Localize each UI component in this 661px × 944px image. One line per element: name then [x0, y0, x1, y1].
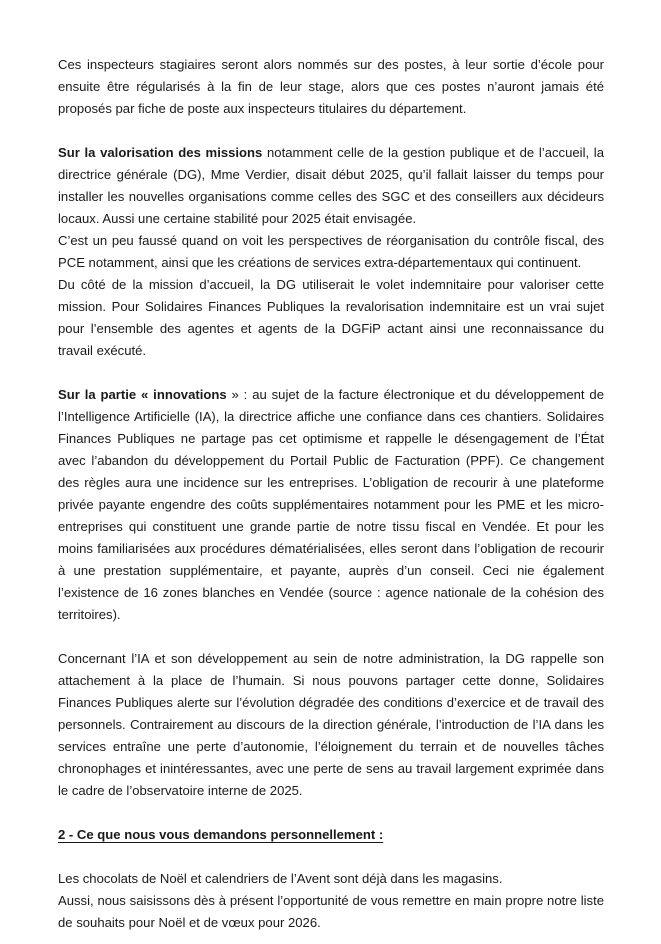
paragraph-inspecteurs-stagiaires: Ces inspecteurs stagiaires seront alors nommés sur des postes, à leur sortie d’école pour ensuite être régularisés à la fin de leur stage, alors que ces postes n’auront jamais été proposés par fiche de poste aux inspecteurs titulaires du département.	[58, 57, 604, 116]
paragraph-mission-accueil: Du côté de la mission d’accueil, la DG utiliserait le volet indemnitaire pour valoriser cette mission. Pour Solidaires Finances Publiques la revalorisation indemnitaire est un vrai sujet pour l’ensemble des agentes et agents de la DGFiP actant ainsi une reconnaissance du travail exécuté.	[58, 277, 604, 358]
paragraph-lead-innovations: Sur la partie « innovations	[58, 387, 227, 402]
paragraph-spacer	[58, 846, 604, 868]
paragraph-valorisation-des-missions	[58, 142, 604, 230]
paragraph-spacer	[58, 120, 604, 142]
paragraph-ia-developpement: Concernant l’IA et son développement au sein de notre administration, la DG rappelle son attachement à la place de l’humain. Si nous pouvons partager cette donne, Solidaires Finances Publiques alerte sur l’évolution dégradée des conditions d’exercice et de travail des personnels. Contrairement au discours de la direction générale, l’introduction de l’IA dans les services entraîne une perte d’autonomie, l’éloignement du terrain et de nouvelles tâches chronophages et inintéressantes, avec une perte de sens au travail largement exprimée dans le cadre de l’observatoire interne de 2025.	[58, 651, 604, 798]
paragraph-spacer	[58, 626, 604, 648]
paragraph-reorganisation-controle-fiscal: C’est un peu faussé quand on voit les perspectives de réorganisation du contrôle fiscal, des PCE notamment, ainsi que les créations de services extra-départementaux qui continuent.	[58, 233, 604, 270]
paragraph-spacer	[58, 802, 604, 824]
paragraph-spacer	[58, 362, 604, 384]
paragraph-body-innovations: » : au sujet de la facture électronique et du développement de l’Intelligence Artificielle (IA), la directrice affiche une confiance dans ces chantiers. Solidaires Finances Publiques ne partage pas cet optimisme et rappelle le désengagement de l’État avec l’abandon du développement du Portail Public de Facturation (PPF). Ce changement des règles aura une incidence sur les entreprises. L’obligation de recourir à une plateforme privée payante engendre des coûts supplémentaires notamment pour les PME et les micro-entreprises qui constituent une grande partie de notre tissu fiscal en Vendée. Et pour les moins familiarisées aux procédures dématérialisées, elles seront dans l’obligation de recourir à une prestation supplémentaire, et payante, auprès d’un conseil. Ceci nie également l’existence de 16 zones blanches en Vendée (source : agence nationale de la cohésion des territoires).	[58, 387, 604, 622]
paragraph-innovations	[58, 384, 604, 626]
paragraph-lead-valorisation: Sur la valorisation des missions	[58, 145, 263, 160]
paragraph-body-valorisation: notamment celle de la gestion publique et de l’accueil, la directrice générale (DG), Mme Verdier, disait début 2025, qu’il fallait laisser du temps pour installer les nouvelles organisations comme celles des SGC et des conseillers aux décideurs locaux. Aussi une certaine stabilité pour 2025 était envisagée.	[58, 145, 604, 226]
section-heading-text: 2 - Ce que nous vous demandons personnellement :	[58, 827, 384, 842]
section-heading-demandes-personnelles	[58, 824, 604, 846]
document-text-body	[58, 54, 604, 934]
paragraph-chocolats-noel: Les chocolats de Noël et calendriers de l’Avent sont déjà dans les magasins.	[58, 871, 503, 886]
paragraph-liste-souhaits: Aussi, nous saisissons dès à présent l’opportunité de vous remettre en main propre notre liste de souhaits pour Noël et de vœux pour 2026.	[58, 893, 604, 930]
